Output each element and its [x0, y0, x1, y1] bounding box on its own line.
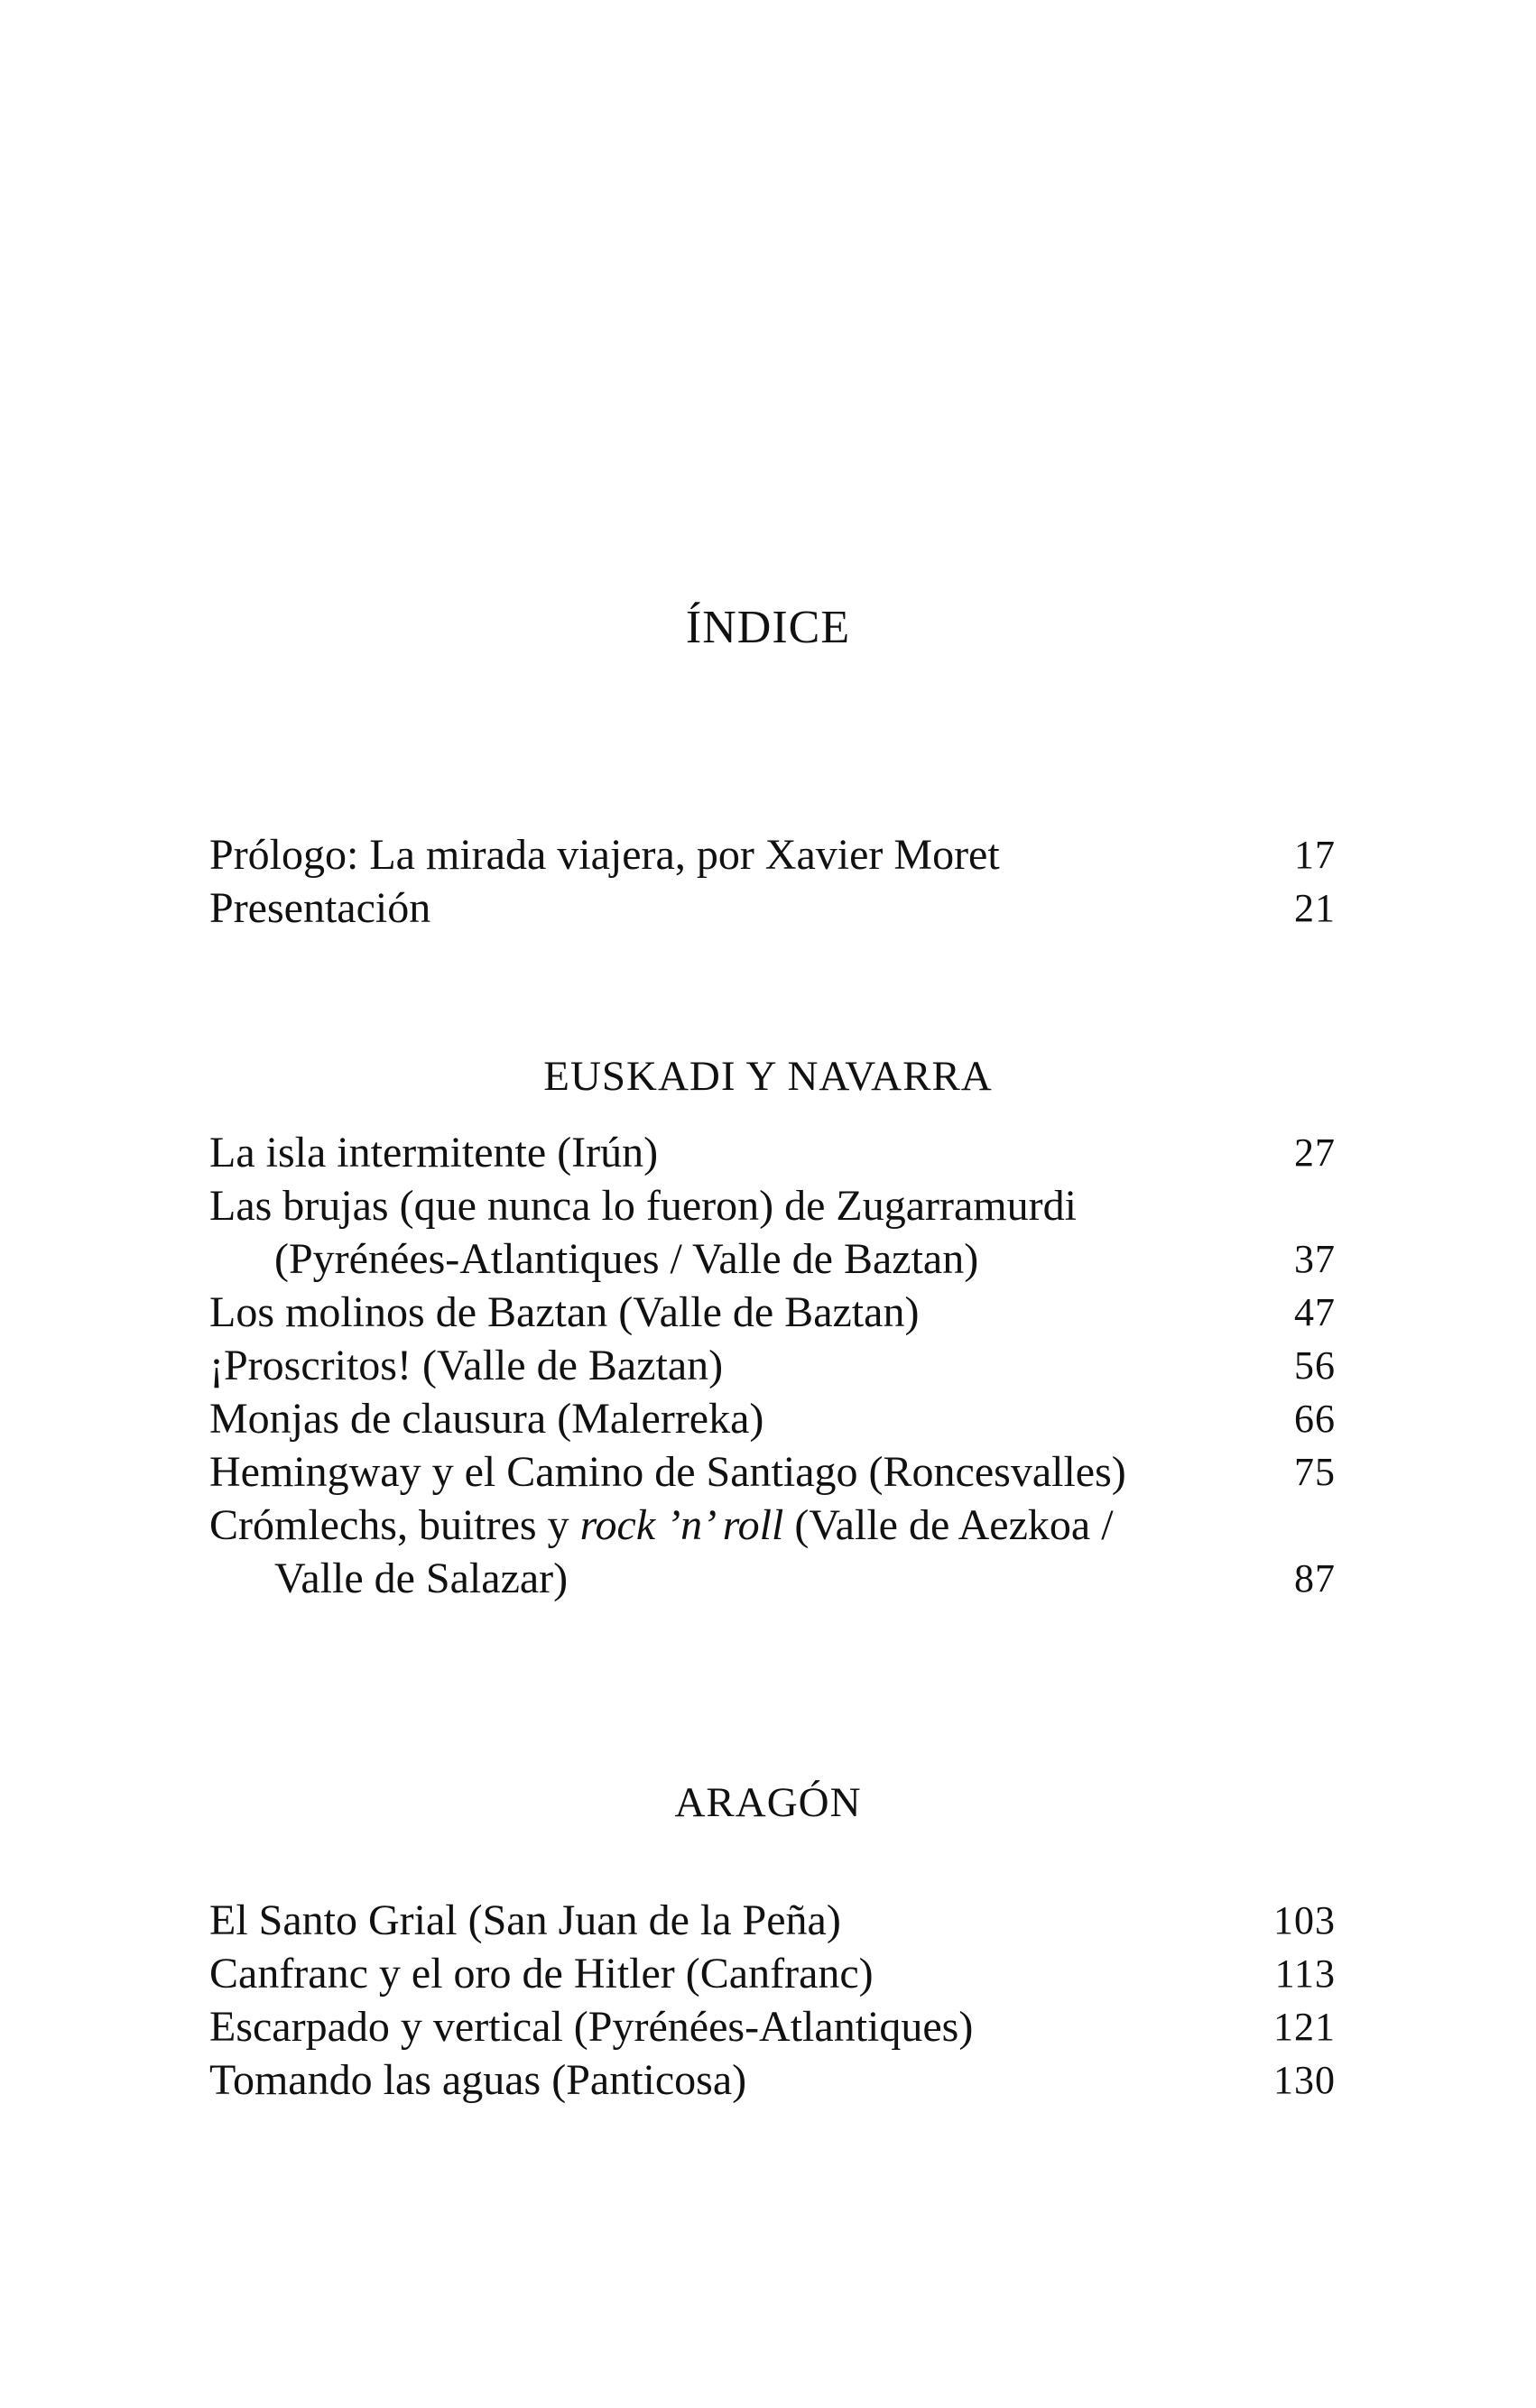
toc-entry: [209, 1286, 1336, 1339]
toc-entry-title: ¡Proscritos! (Valle de Baztan): [209, 1342, 724, 1389]
toc-entry: [209, 1126, 1336, 1179]
section-entries-list: [209, 1894, 1336, 2107]
toc-entry-page: 56: [1294, 1343, 1336, 1388]
toc-entry-page: 47: [1294, 1290, 1336, 1334]
toc-entry: [209, 881, 1336, 935]
toc-entry-page: 130: [1273, 2058, 1336, 2102]
toc-entry: [209, 1947, 1336, 2000]
toc-entry: [209, 1499, 1336, 1552]
toc-entry-page: 75: [1294, 1450, 1336, 1494]
toc-entry-page: 37: [1294, 1237, 1336, 1281]
section-heading: ARAGÓN: [674, 1779, 862, 1826]
toc-entry-page: 113: [1274, 1951, 1336, 1996]
toc-entry-title: Prólogo: La mirada viajera, por Xavier Moret: [209, 831, 1000, 879]
section-entries-list: [209, 1126, 1336, 1605]
toc-entry: [209, 1392, 1336, 1445]
toc-entry-title: El Santo Grial (San Juan de la Peña): [209, 1896, 841, 1944]
toc-entry: [209, 2053, 1336, 2107]
toc-entry-title: Tomando las aguas (Panticosa): [209, 2056, 747, 2104]
toc-entry-title: (Pyrénées-Atlantiques / Valle de Baztan): [274, 1235, 979, 1283]
front-matter-list: [209, 828, 1336, 935]
toc-entry: [209, 1894, 1336, 1947]
toc-entry-continuation: [209, 1232, 1336, 1286]
toc-entry: [209, 1339, 1336, 1392]
toc-entry-page: 103: [1273, 1898, 1336, 1942]
toc-entry-page: 121: [1273, 2005, 1336, 2049]
toc-entry-title: Presentación: [209, 884, 431, 932]
toc-entry-title-part: (Valle de Aezkoa /: [783, 1501, 1114, 1549]
toc-entry-page: 21: [1294, 886, 1336, 930]
toc-entry-title: [209, 1499, 1114, 1552]
toc-entry-title: Escarpado y vertical (Pyrénées-Atlantiques): [209, 2003, 974, 2051]
toc-entry-continuation: [209, 1552, 1336, 1605]
toc-entry-title: Los molinos de Baztan (Valle de Baztan): [209, 1288, 920, 1336]
toc-entry-title-italic: rock ’n’ roll: [579, 1501, 784, 1549]
toc-entry-page: 87: [1294, 1556, 1336, 1601]
toc-entry: [209, 828, 1336, 881]
toc-entry-title-part: Crómlechs, buitres y: [209, 1501, 580, 1549]
toc-entry: [209, 2000, 1336, 2053]
toc-entry-page: 66: [1294, 1397, 1336, 1441]
toc-entry-title: Las brujas (que nunca lo fueron) de Zugarramurdi: [209, 1182, 1077, 1230]
section-heading: EUSKADI Y NAVARRA: [543, 1053, 993, 1100]
page-title: ÍNDICE: [685, 602, 851, 653]
toc-entry-title: Monjas de clausura (Malerreka): [209, 1395, 764, 1443]
toc-entry-title: Valle de Salazar): [274, 1555, 569, 1602]
toc-entry-title: La isla intermitente (Irún): [209, 1129, 659, 1176]
toc-entry-page: 27: [1294, 1130, 1336, 1175]
toc-entry-title: Canfranc y el oro de Hitler (Canfranc): [209, 1950, 874, 1997]
toc-entry: [209, 1179, 1336, 1232]
toc-entry: [209, 1445, 1336, 1499]
toc-entry-page: 17: [1294, 833, 1336, 877]
toc-entry-title: Hemingway y el Camino de Santiago (Roncesvalles): [209, 1448, 1126, 1496]
